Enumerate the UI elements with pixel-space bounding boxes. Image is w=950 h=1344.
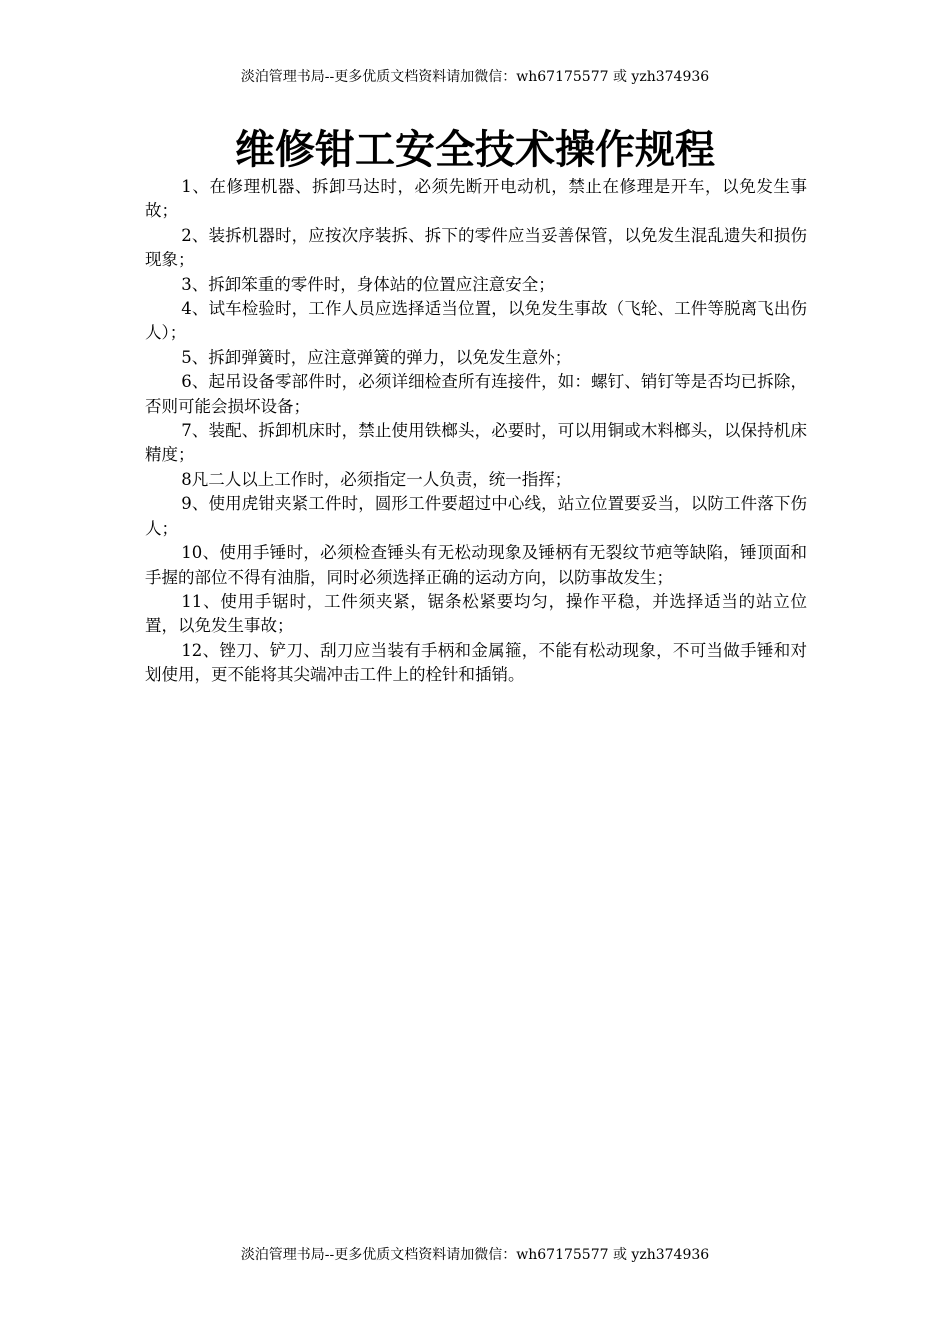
rule-item-7: 7、装配、拆卸机床时，禁止使用铁榔头，必要时，可以用铜或木料榔头，以保持机床精度； (145, 421, 807, 465)
page-footer: 淡泊管理书局--更多优质文档资料请加微信：wh67175577 或 yzh374936 (240, 1247, 710, 1263)
rule-item-9: 9、使用虎钳夹紧工件时，圆形工件要超过中心线，站立位置要妥当，以防工件落下伤人； (145, 494, 807, 538)
rule-item-4: 4、试车检验时，工作人员应选择适当位置，以免发生事故（飞轮、工件等脱离飞出伤人）； (145, 299, 807, 343)
rule-item-3: 3、拆卸笨重的零件时，身体站的位置应注意安全； (181, 274, 555, 294)
document-title: 维修钳工安全技术操作规程 (235, 127, 715, 173)
rule-item-11: 11、使用手锯时，工件须夹紧，锯条松紧要均匀，操作平稳，并选择适当的站立位置，以免发生事故； (145, 591, 807, 636)
rule-item-2: 2、装拆机器时，应按次序装拆、拆下的零件应当妥善保管，以免发生混乱遗失和损伤现象； (145, 225, 807, 270)
rule-item-10: 10、使用手锤时，必须检查锤头有无松动现象及锤柄有无裂纹节疤等缺陷，锤顶面和手握的部位不得有油脂，同时必须选择正确的运动方向，以防事故发生； (145, 543, 807, 587)
document-body (145, 175, 807, 688)
page-header: 淡泊管理书局--更多优质文档资料请加微信：wh67175577 或 yzh374936 (240, 69, 710, 85)
rule-item-12: 12、锉刀、铲刀、刮刀应当装有手柄和金属箍，不能有松动现象，不可当做手锤和对划使用，更不能将其尖端冲击工件上的栓针和插销。 (145, 640, 807, 685)
rule-item-1: 1、在修理机器、拆卸马达时，必须先断开电动机，禁止在修理是开车，以免发生事故； (145, 177, 807, 221)
rule-item-5: 5、拆卸弹簧时，应注意弹簧的弹力，以免发生意外； (181, 347, 572, 367)
rule-item-6: 6、起吊设备零部件时，必须详细检查所有连接件，如：螺钉、销钉等是否均已拆除，否则可能会损坏设备； (145, 372, 807, 416)
rule-item-8: 8凡二人以上工作时，必须指定一人负责，统一指挥； (181, 469, 572, 489)
